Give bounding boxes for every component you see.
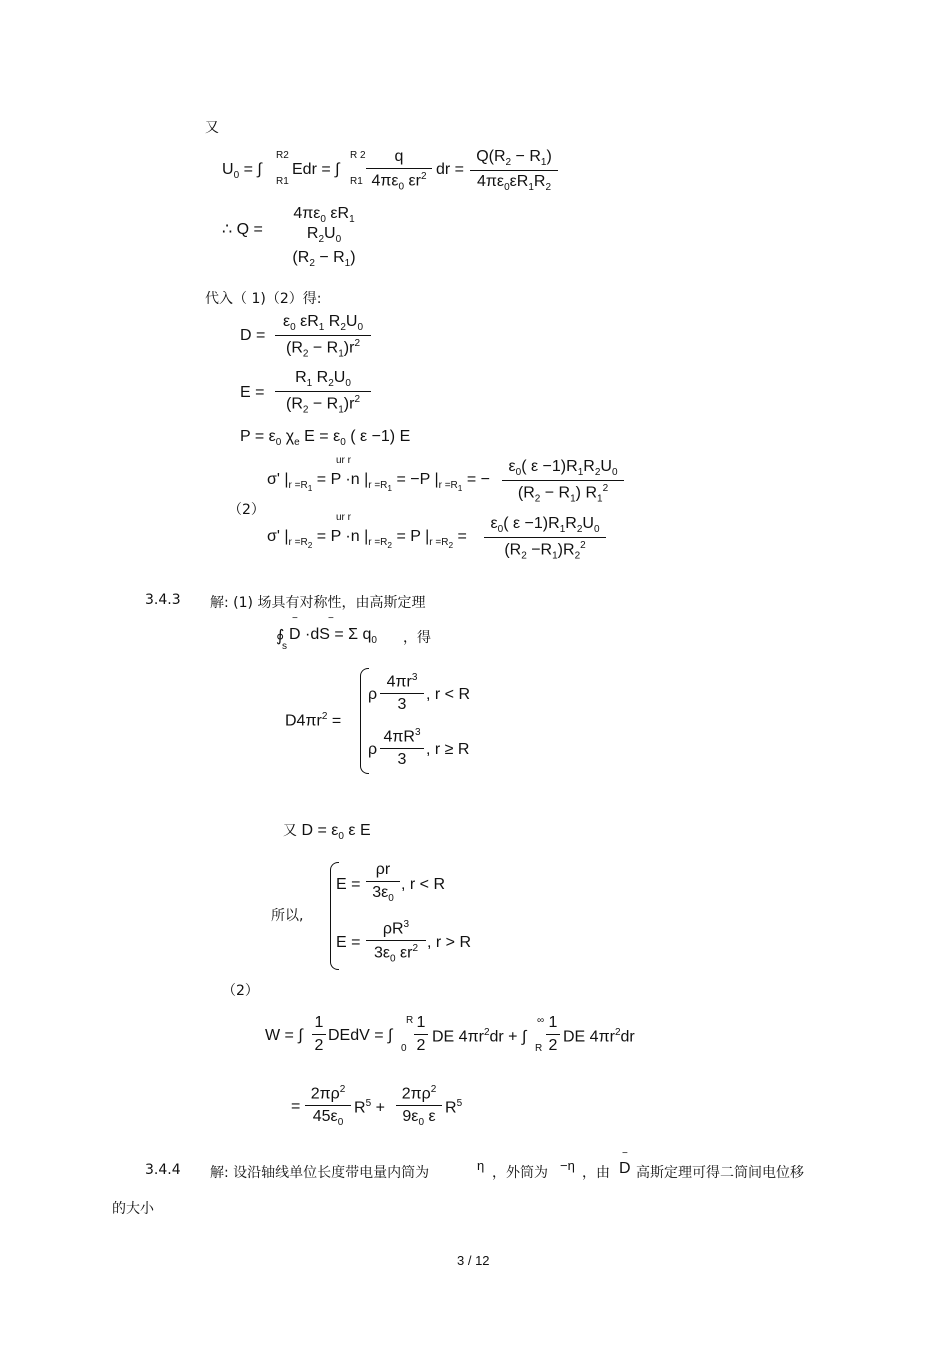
eta-outer: −η [560,1158,575,1173]
problem-344-mid: ，外筒为 [492,1165,548,1181]
equation-p: $P = \varepsilon_0$ $\chi_e$ $E = \varepsilon_0$ ( ε −1) E [240,428,411,449]
page-number: 3 / 12 [457,1253,490,1268]
substitute-text: 代入（ 1)（2）得: [205,291,322,307]
part-2-label: （2） [228,502,265,518]
connector-text: 又 [205,120,219,136]
part-2b-label: （2） [222,983,259,999]
therefore-label: 所以, [271,908,304,924]
problem-344-tail: 高斯定理可得二筒间电位移 [636,1165,804,1181]
d-vector-symbol: D [619,1160,631,1177]
problem-344-continued: 的大小 [112,1201,154,1217]
problem-344-mid2: ，由 [582,1165,610,1181]
problem-number-344: 3.4.4 [145,1162,181,1178]
problem-number-343: 3.4.3 [145,592,181,608]
eta-inner: η [477,1158,485,1173]
equation-d-relation: 又 $D = \varepsilon_0$ ε E [283,822,371,843]
problem-343-heading: 解: (1) 场具有对称性，由高斯定理 [210,595,426,611]
problem-344-text: 解: 设沿轴线单位长度带电量内筒为 [210,1165,430,1181]
